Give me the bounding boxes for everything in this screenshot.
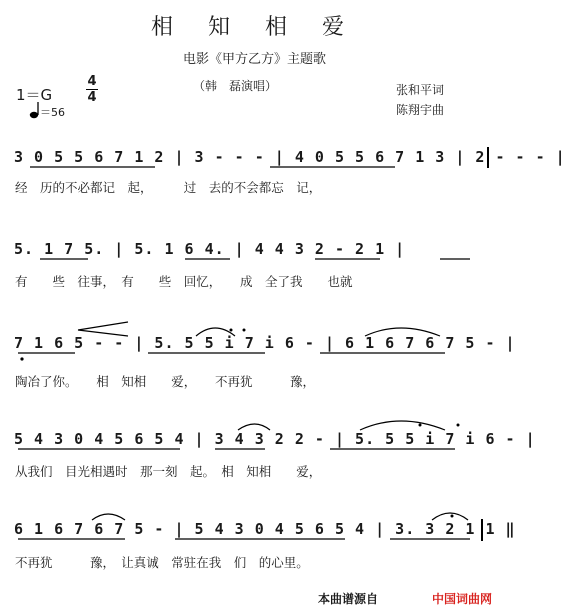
notation-row-1: 3 0 5 5 6 7 1 2 | 3 - - - | 4 0 5 5 6 7 1 3 | 2 - - - |	[14, 148, 566, 166]
composer-credit: 陈翔宇曲	[396, 103, 445, 117]
notation-row-2: 5. 1 7 5. | 5. 1 6 4. | 4 4 3 2 - 2 1 |	[14, 240, 406, 258]
notation-row-3: 7 1 6 5 - - | 5. 5 5 i 7 i 6 - | 6 1 6 7 6 7 5 - |	[14, 334, 516, 352]
lyric-row-2: 有 些 往事， 有 些 回忆， 成 全了我 也就	[15, 274, 353, 289]
footer-site-link[interactable]: 中国词曲网	[432, 592, 493, 606]
lyricist-credit: 张和平词	[396, 83, 445, 97]
lyric-row-3: 陶冶了你。 相 知相 爱， 不再犹 豫，	[15, 374, 316, 389]
key-signature: 1＝G	[16, 86, 53, 104]
time-signature-bottom: 4	[87, 90, 97, 105]
notation-row-5: 6 1 6 7 6 7 5 - | 5 4 3 0 4 5 6 5 4 | 3. 3 2 1 1 ‖	[14, 520, 516, 538]
notation-row-4: 5 4 3 0 4 5 6 5 4 | 3 4 3 2 2 - | 5. 5 5 i 7 i 6 - |	[14, 430, 536, 448]
singer-credit: （韩 磊演唱）	[193, 79, 278, 93]
tempo-marking: ＝56	[40, 106, 65, 119]
lyric-row-4: 从我们 目光相遇时 那一刻 起。 相 知相 爱，	[15, 464, 322, 479]
footer-source-label: 本曲谱源自	[318, 592, 379, 606]
lyric-row-5: 不再犹 豫， 让真诚 常驻在我 们 的心里。	[15, 555, 309, 570]
time-signature-top: 4	[87, 74, 97, 89]
song-title: 相 知 相 爱	[151, 15, 358, 40]
lyric-row-1: 经 历的不必都记 起， 过 去的不会都忘 记，	[15, 180, 322, 195]
song-subtitle: 电影《甲方乙方》主题歌	[182, 52, 326, 67]
time-signature	[86, 75, 98, 104]
